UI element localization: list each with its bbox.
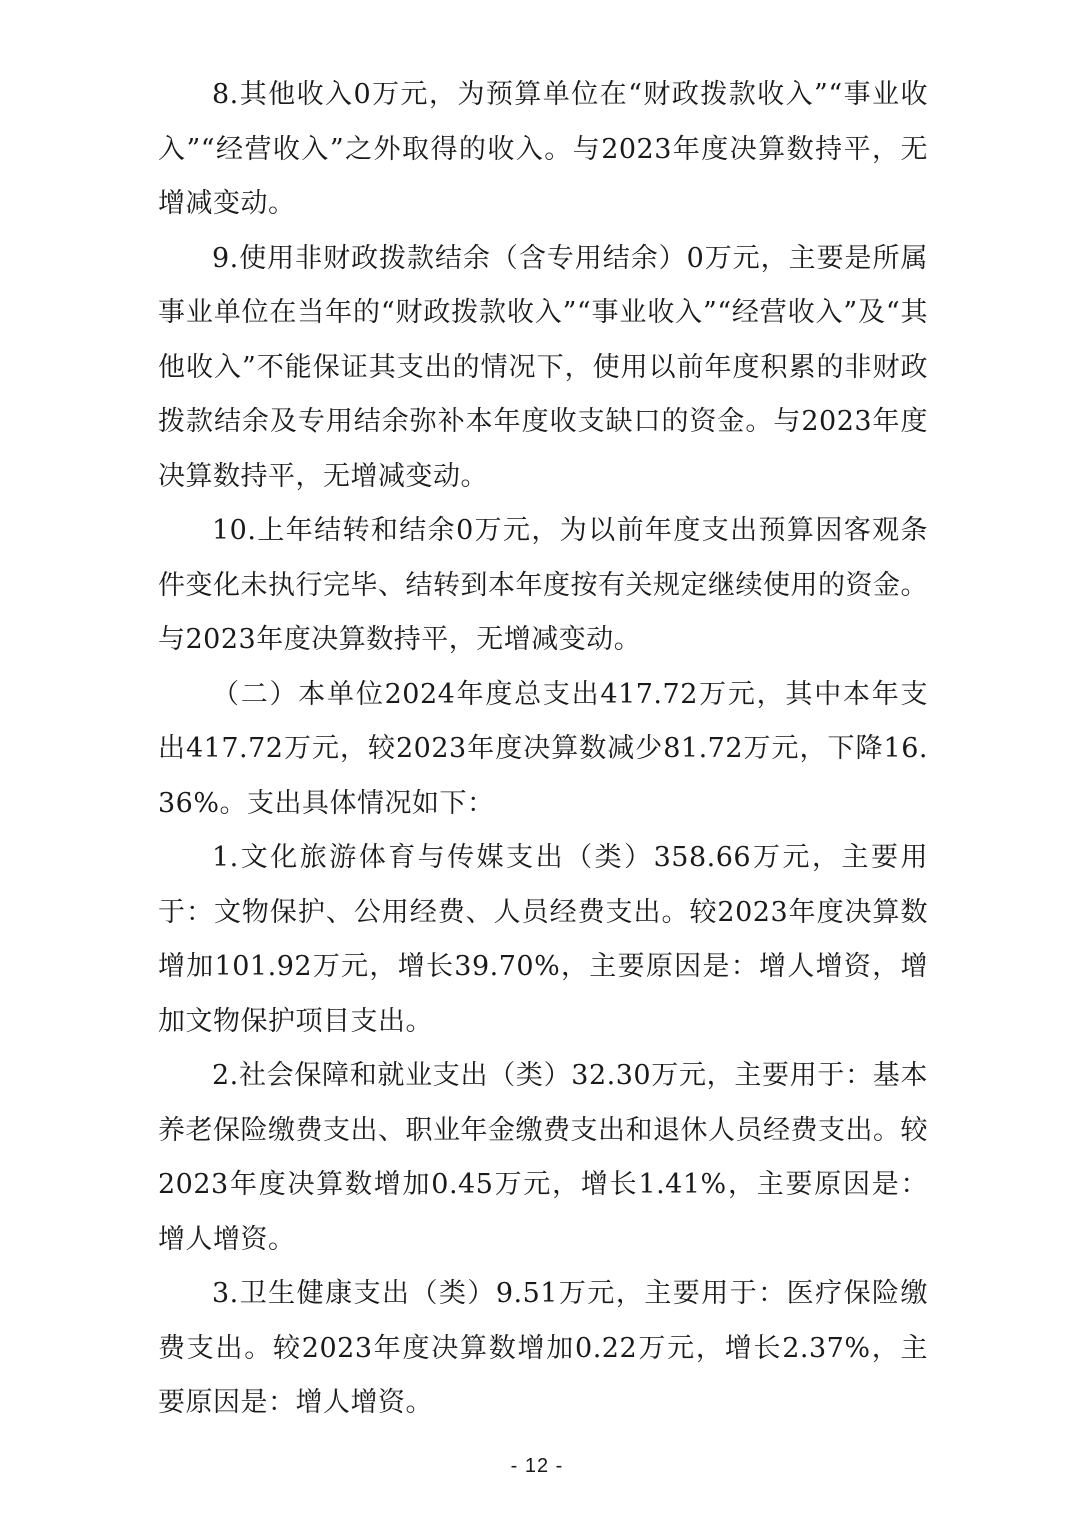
paragraph-total-expenditure: （二）本单位2024年度总支出417.72万元，其中本年支出417.72万元，较2023年度决算数减少81.72万元，下降16.36%。支出具体情况如下：	[158, 678, 928, 819]
page-number: - 12 -	[510, 1455, 564, 1477]
document-body	[158, 68, 928, 1431]
paragraph-culture-tourism-expenditure: 1.文化旅游体育与传媒支出（类）358.66万元，主要用于：文物保护、公用经费、人员经费支出。较2023年度决算数增加101.92万元，增长39.70%，主要原因是：增人增资，增加文物保护项目支出。	[158, 842, 928, 1037]
paragraph-prior-year-carryover: 10.上年结转和结余0万元，为以前年度支出预算因客观条件变化未执行完毕、结转到本年度按有关规定继续使用的资金。与2023年度决算数持平，无增减变动。	[158, 515, 928, 655]
paragraph-other-income: 8.其他收入0万元，为预算单位在“财政拨款收入”“事业收入”“经营收入”之外取得的收入。与2023年度决算数持平，无增减变动。	[158, 79, 928, 219]
paragraph-health-expenditure: 3.卫生健康支出（类）9.51万元，主要用于：医疗保险缴费支出。较2023年度决算数增加0.22万元，增长2.37%，主要原因是：增人增资。	[158, 1278, 928, 1418]
paragraph-non-fiscal-balance: 9.使用非财政拨款结余（含专用结余）0万元，主要是所属事业单位在当年的“财政拨款收入”“事业收入”“经营收入”及“其他收入”不能保证其支出的情况下，使用以前年度积累的非财政拨款结余及专用结余弥补本年度收支缺口的资金。与2023年度决算数持平，无增减变动。	[158, 242, 928, 492]
paragraph-social-security-expenditure: 2.社会保障和就业支出（类）32.30万元，主要用于：基本养老保险缴费支出、职业年金缴费支出和退休人员经费支出。较2023年度决算数增加0.45万元，增长1.41%，主要原因是：增人增资。	[158, 1060, 928, 1255]
